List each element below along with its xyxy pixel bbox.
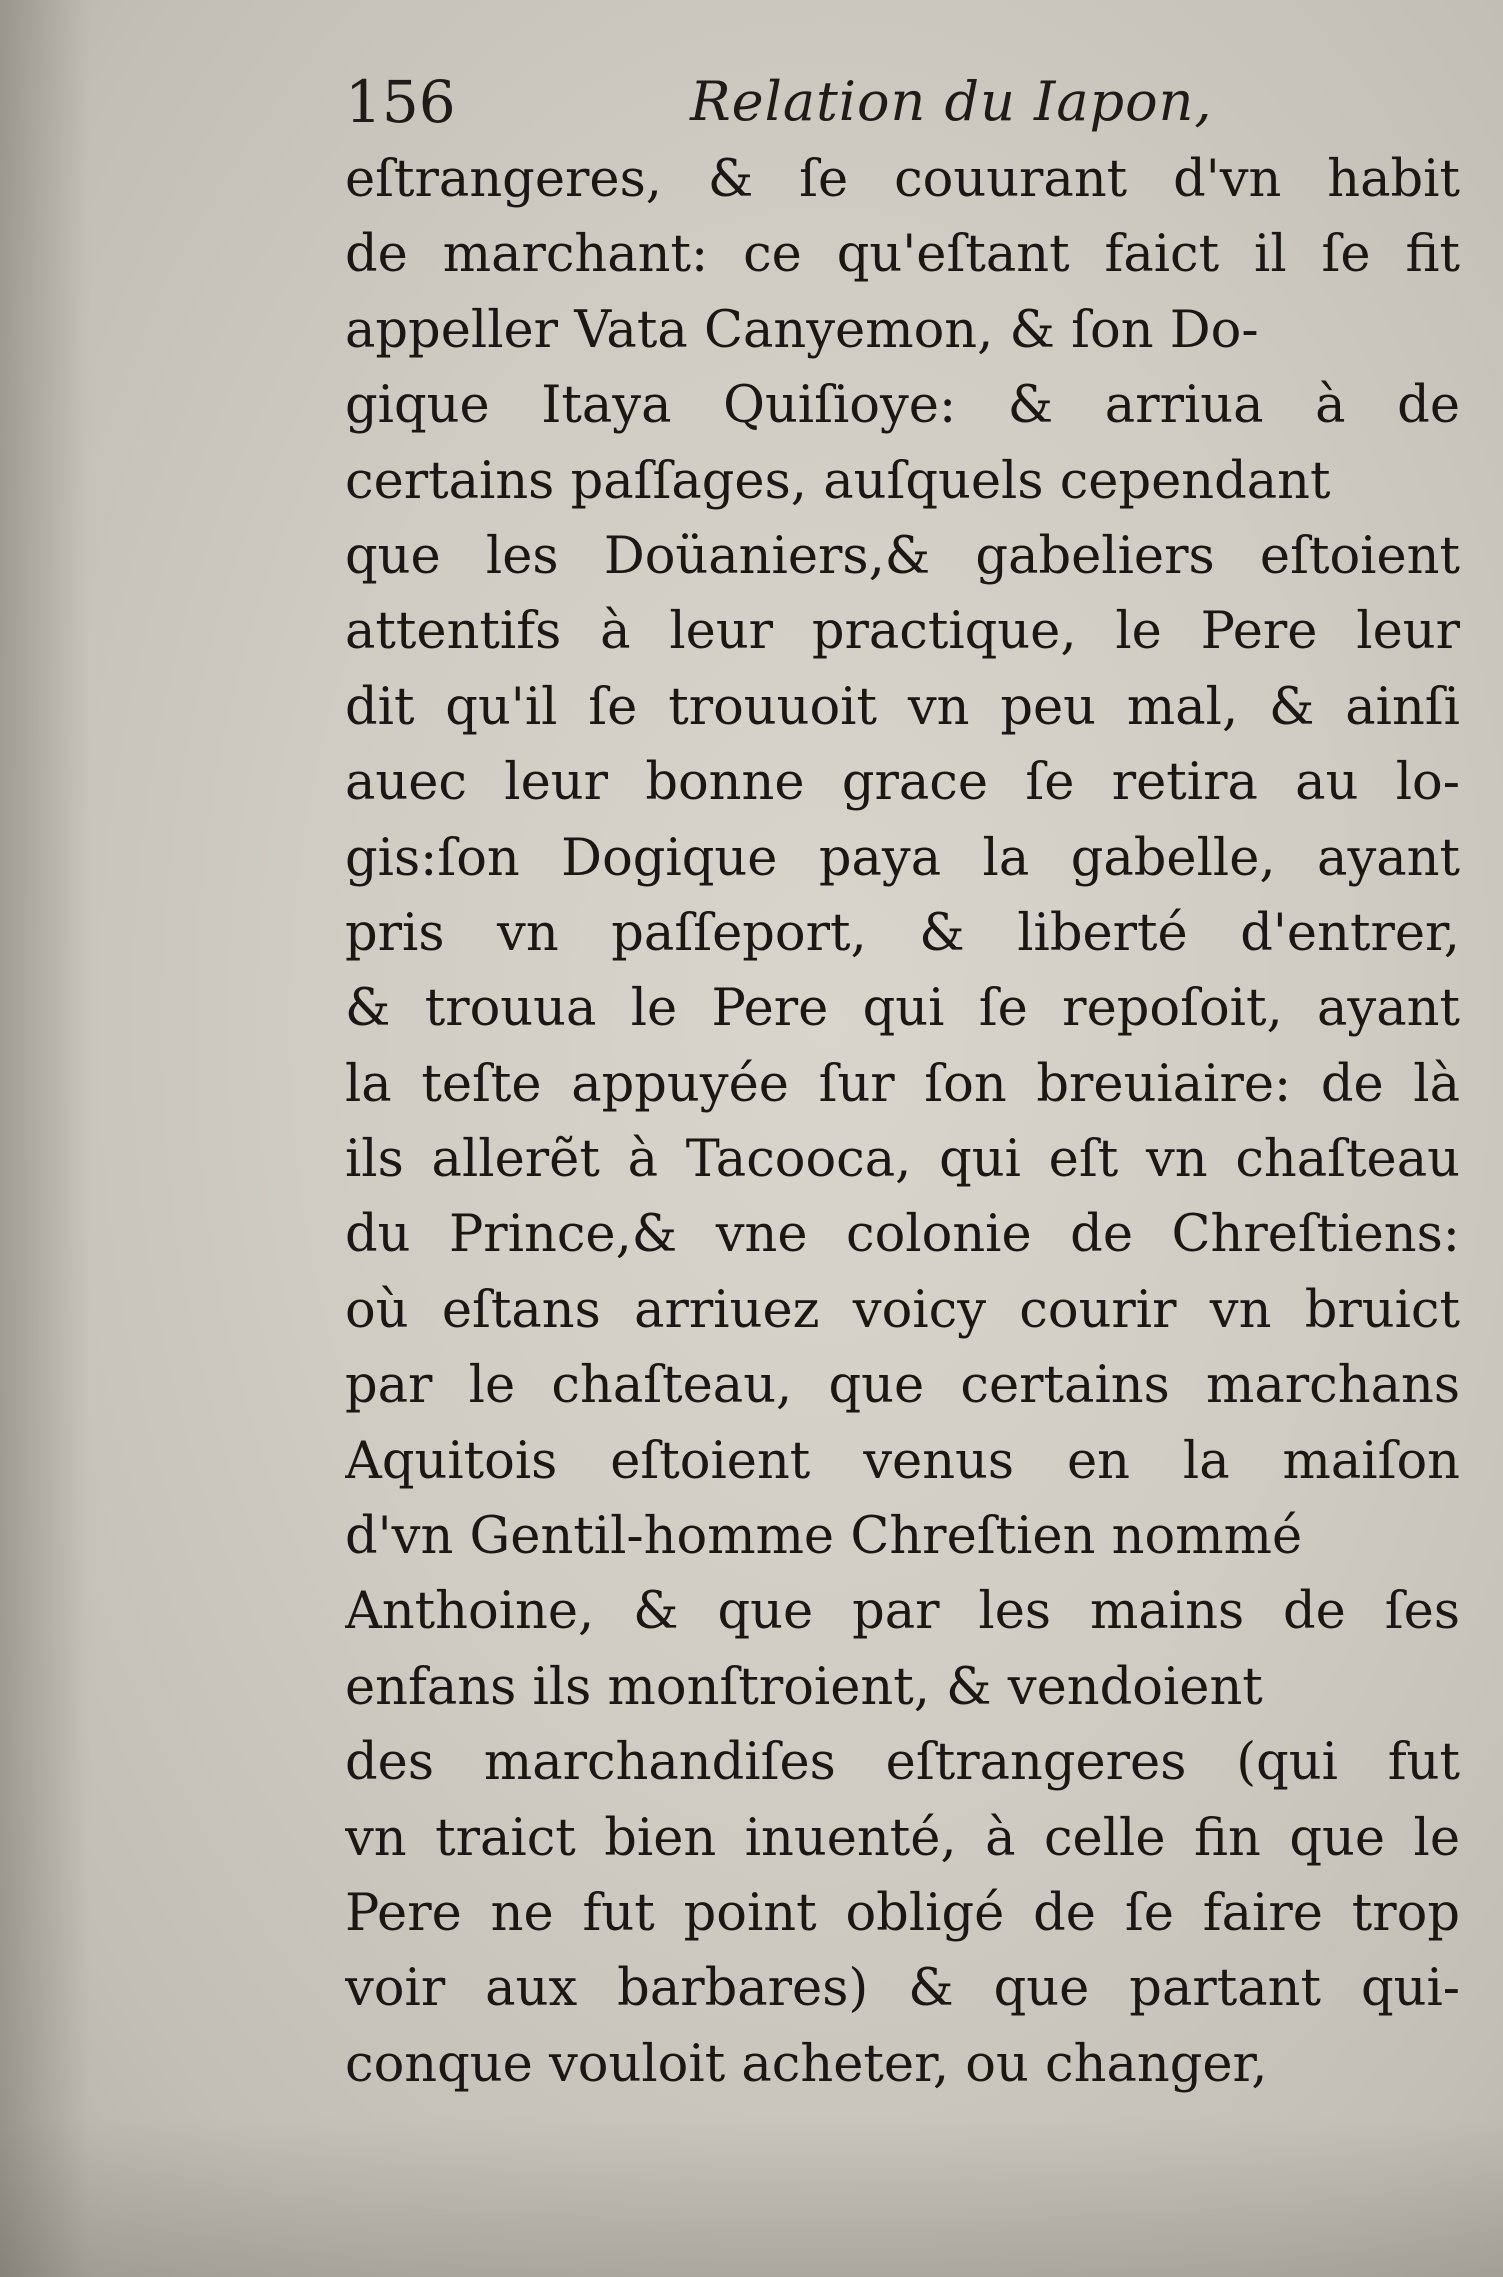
page-number: 156 xyxy=(345,68,456,136)
text-line: eſtrangeres, & ſe couurant d'vn habit xyxy=(345,150,1460,209)
text-line: du Prince,& vne colonie de Chreſtiens: xyxy=(345,1205,1460,1265)
text-line: attentifs à leur practique, le Pere leur xyxy=(345,602,1460,662)
text-line: Aquitois eſtoient venus en la maiſon xyxy=(345,1431,1460,1491)
text-line: gis:ſon Dogique paya la gabelle, ayant xyxy=(345,828,1460,888)
text-line: & trouua le Pere qui ſe repoſoit, ayant xyxy=(345,979,1460,1039)
text-line: pris vn paſſeport, & liberté d'entrer, xyxy=(345,903,1460,963)
text-line: enfans ils monſtroient, & vendoient xyxy=(345,1657,1263,1717)
text-line: dit qu'il ſe trouuoit vn peu mal, & ainſi xyxy=(345,677,1460,737)
text-line: Anthoine, & que par les mains de ſes xyxy=(345,1582,1460,1642)
body-text xyxy=(345,142,1460,2102)
page-header xyxy=(345,62,1365,142)
page-bottom-shadow xyxy=(0,2117,1503,2277)
text-line: par le chaſteau, que certains marchans xyxy=(345,1356,1460,1416)
text-line: ils allerẽt à Tacooca, qui eſt vn chaſteau xyxy=(345,1130,1460,1190)
text-line: voir aux barbares) & que partant qui- xyxy=(345,1959,1460,2019)
text-line: conque vouloit acheter, ou changer, xyxy=(345,2034,1268,2094)
running-title: Relation du Iapon, xyxy=(690,70,1213,133)
text-line: des marchandiſes eſtrangeres (qui fut xyxy=(345,1733,1460,1793)
text-line: d'vn Gentil-homme Chreſtien nommé xyxy=(345,1507,1303,1567)
text-line: que les Doüaniers,& gabeliers eſtoient xyxy=(345,526,1460,586)
text-line: vn traict bien inuenté, à celle fin que le xyxy=(345,1808,1460,1868)
text-line: auec leur bonne grace ſe retira au lo- xyxy=(345,753,1460,813)
text-line: certains paſſages, auſquels cependant xyxy=(345,451,1331,511)
text-line: appeller Vata Canyemon, & ſon Do- xyxy=(345,300,1259,360)
text-line: gique Itaya Quiſioye: & arriua à de xyxy=(345,376,1460,436)
text-line: de marchant: ce qu'eſtant faict il ſe fit xyxy=(345,225,1460,285)
page-gutter-shadow xyxy=(0,0,90,2277)
text-line: la teſte appuyée ſur ſon breuiaire: de là xyxy=(345,1054,1460,1114)
text-line: où eſtans arriuez voicy courir vn bruict xyxy=(345,1280,1460,1340)
text-line: Pere ne fut point obligé de ſe faire trop xyxy=(345,1883,1460,1943)
